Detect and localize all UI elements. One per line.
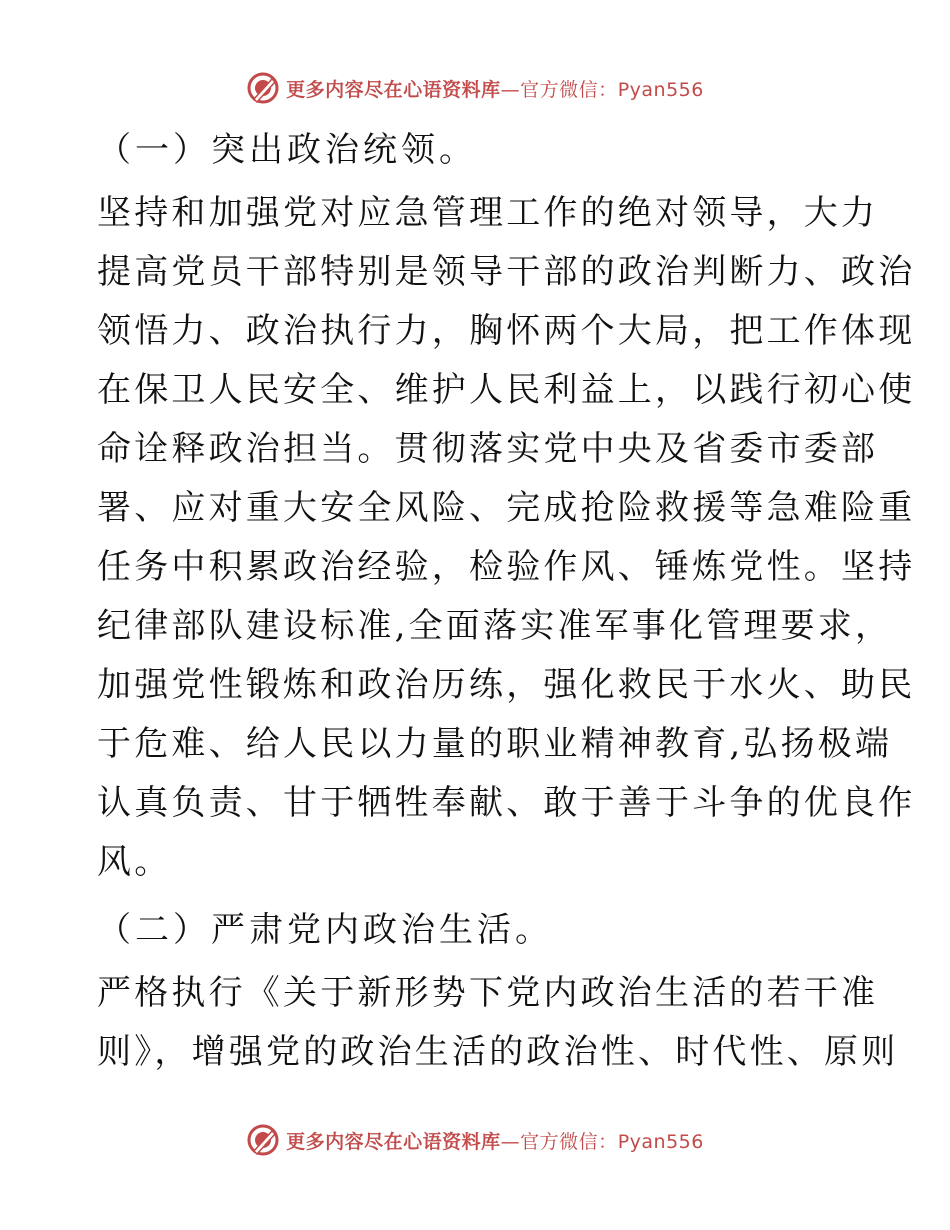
watermark-wechat: 官方微信：	[520, 78, 618, 101]
section-1-paragraph	[97, 184, 916, 892]
watermark-text	[286, 75, 704, 102]
paragraph-line: 坚持和加强党对应急管理工作的绝对领导，大力	[97, 193, 879, 233]
watermark-id: Pyan556	[617, 78, 704, 101]
section-2-heading: （二）严肃党内政治生活。	[97, 910, 553, 950]
paragraph-line: 在保卫人民安全、维护人民利益上，以践行初心使	[97, 370, 916, 410]
watermark-footer	[0, 1120, 950, 1160]
watermark-wechat: 官方微信：	[520, 1130, 618, 1153]
section-2-paragraph	[97, 964, 899, 1082]
watermark-separator: —	[500, 1130, 521, 1153]
watermark-id: Pyan556	[617, 1130, 704, 1153]
paragraph-line: 严格执行《关于新形势下党内政治生活的若干准	[97, 973, 879, 1013]
paragraph-line: 署、应对重大安全风险、完成抢险救援等急难险重	[97, 488, 916, 528]
document-body	[97, 122, 916, 1092]
watermark-main: 更多内容尽在心语资料库	[286, 1130, 501, 1153]
paragraph-line: 任务中积累政治经验，检验作风、锤炼党性。坚持	[97, 547, 916, 587]
watermark-separator: —	[500, 78, 521, 101]
paragraph-line: 则》，增强党的政治生活的政治性、时代性、原则	[97, 1032, 899, 1072]
paragraph-line: 加强党性锻炼和政治历练，强化救民于水火、助民	[97, 665, 916, 705]
paragraph-line: 纪律部队建设标准,全面落实准军事化管理要求，	[97, 606, 893, 646]
watermark-text	[286, 1127, 704, 1154]
section-1-heading: （一）突出政治统领。	[97, 130, 477, 170]
pen-logo-icon	[246, 1123, 280, 1157]
pen-logo-icon	[246, 71, 280, 105]
paragraph-line: 认真负责、甘于牺牲奉献、敢于善于斗争的优良作	[97, 783, 916, 823]
paragraph-line: 领悟力、政治执行力，胸怀两个大局，把工作体现	[97, 311, 916, 351]
paragraph-line: 于危难、给人民以力量的职业精神教育,弘扬极端	[97, 724, 893, 764]
paragraph-line: 提高党员干部特别是领导干部的政治判断力、政治	[97, 252, 916, 292]
paragraph-line: 风。	[97, 842, 172, 882]
paragraph-line: 命诠释政治担当。贯彻落实党中央及省委市委部	[97, 429, 879, 469]
watermark-header	[0, 68, 950, 108]
watermark-main: 更多内容尽在心语资料库	[286, 78, 501, 101]
